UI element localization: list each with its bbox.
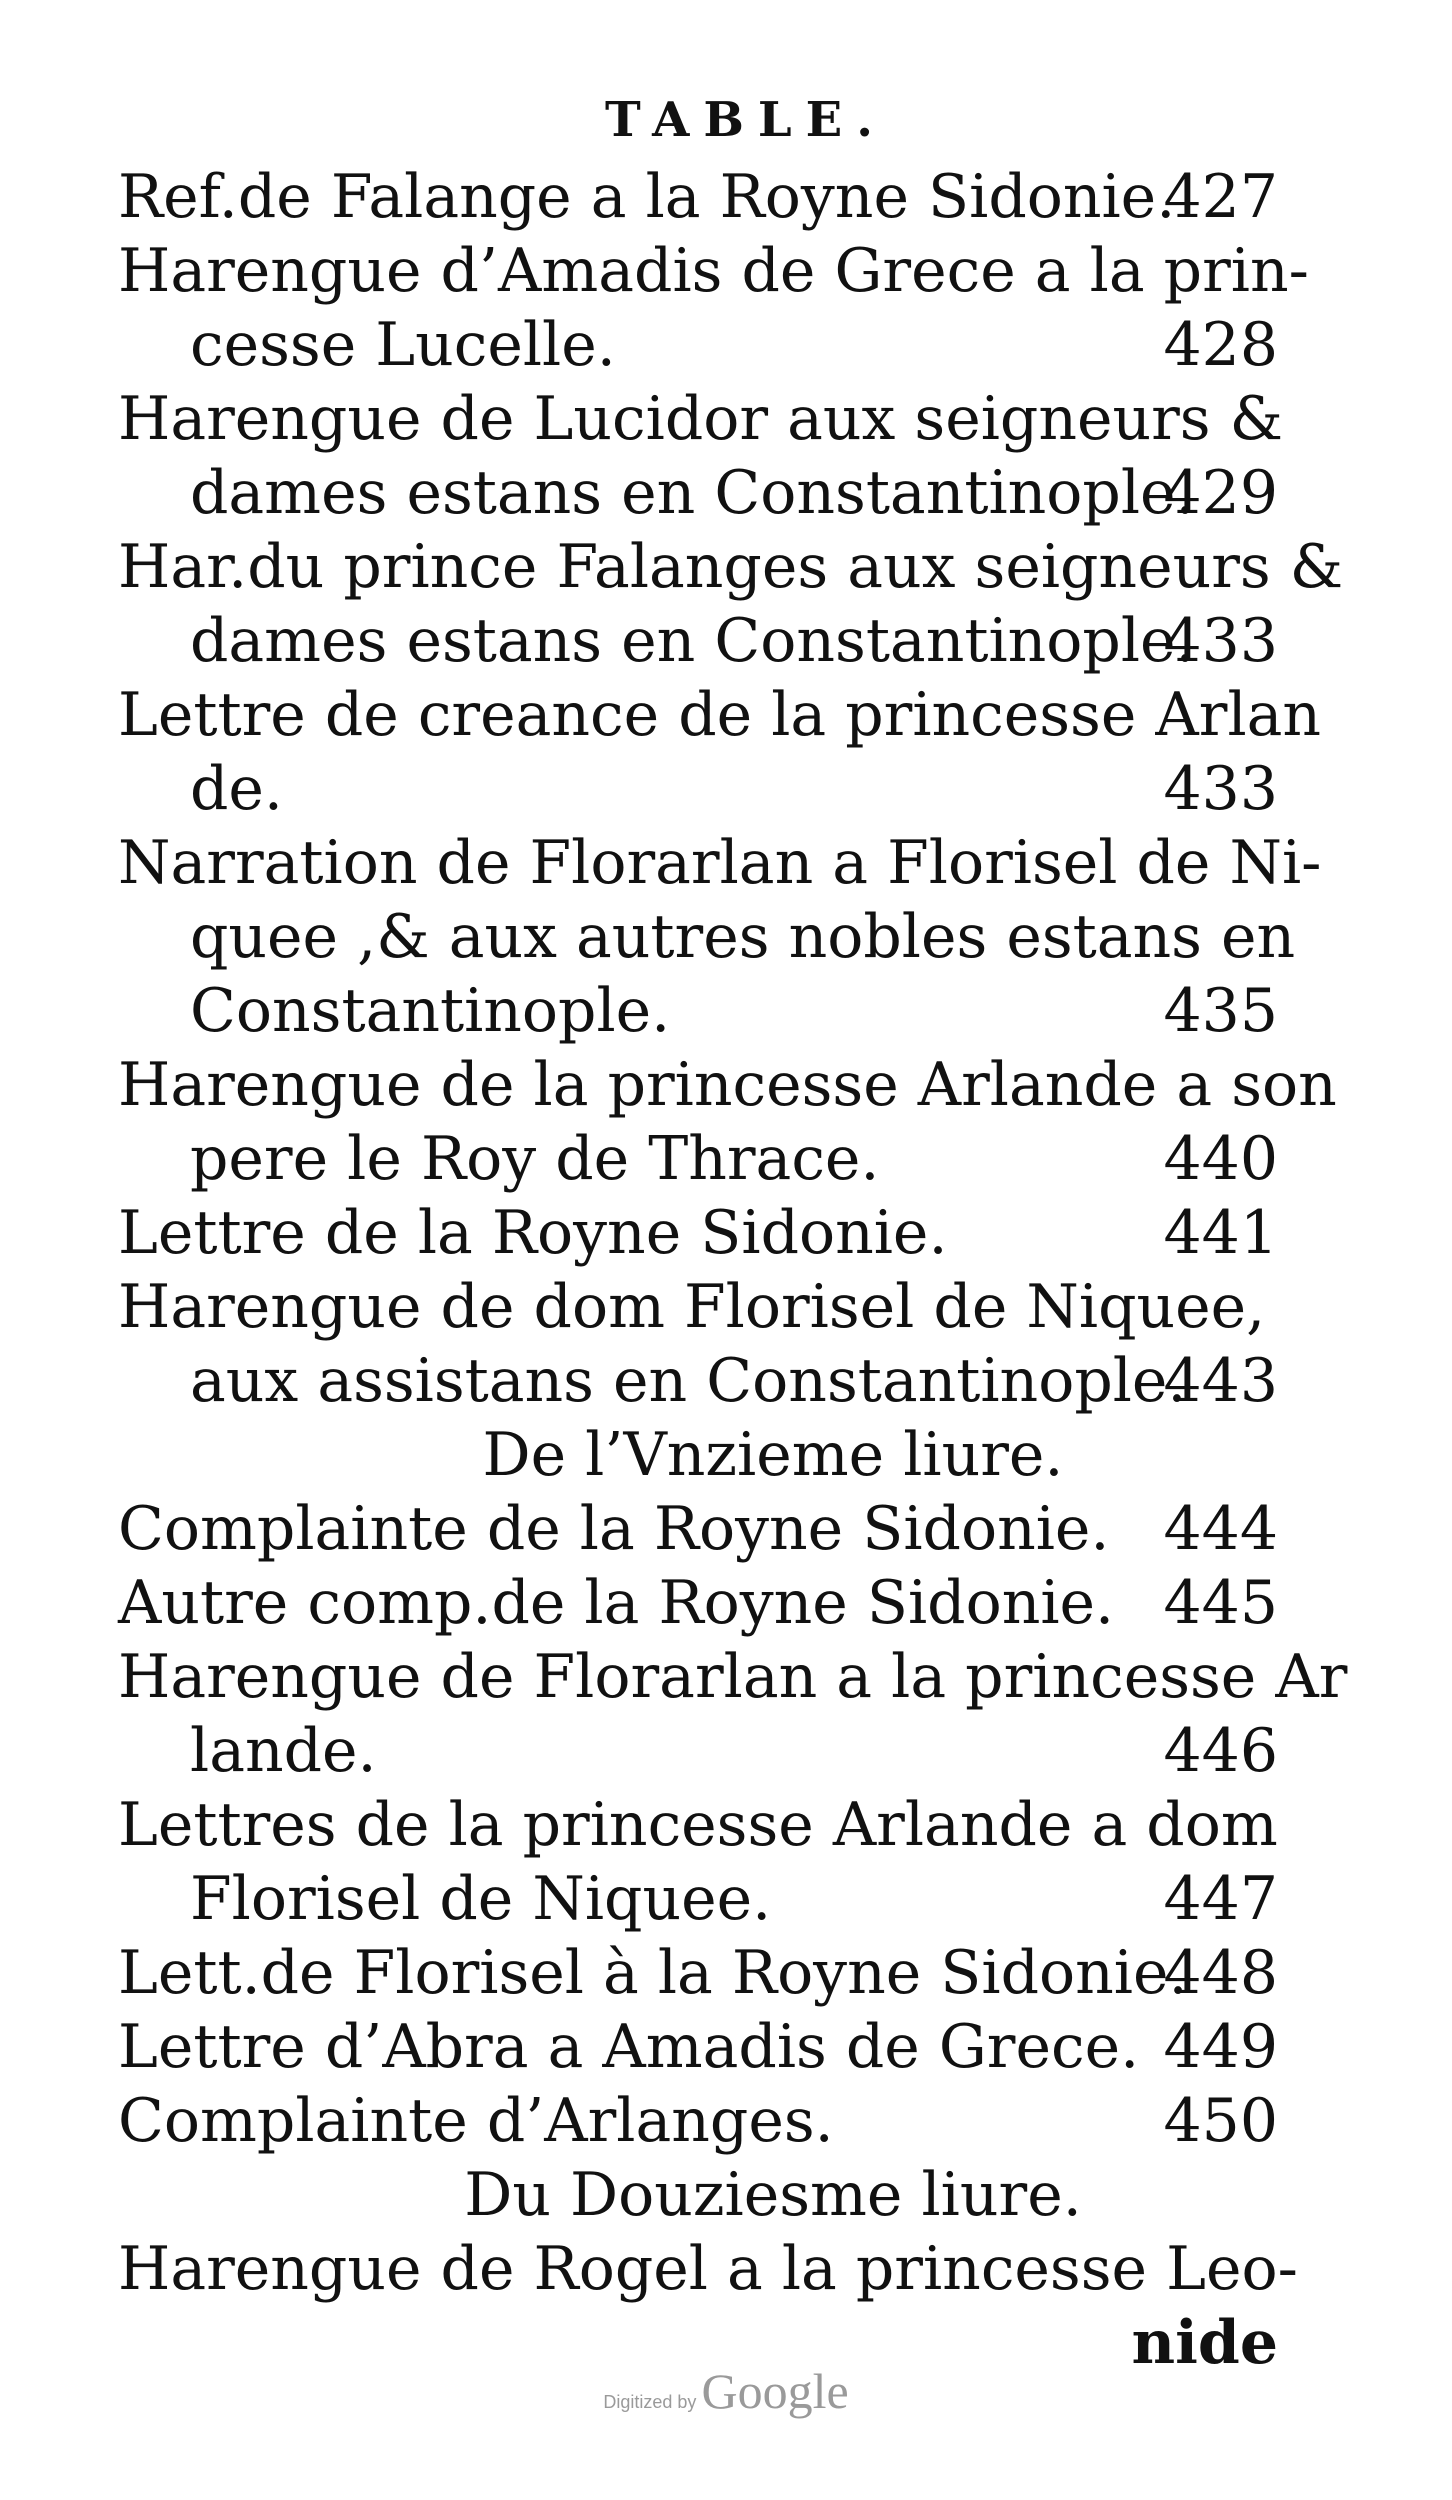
toc-entry-line xyxy=(118,1788,1278,1862)
toc-entry-line xyxy=(118,826,1322,900)
toc-entry-text: lande. xyxy=(190,1716,377,1786)
toc-entry-text: aux assistans en Constantinople. xyxy=(190,1346,1187,1416)
toc-entry-line xyxy=(118,1048,1337,1122)
toc-page-number: 428 xyxy=(1163,310,1278,380)
toc-entry-line xyxy=(118,160,1278,234)
toc-page-number: 429 xyxy=(1163,458,1278,528)
toc-entry xyxy=(118,1048,1337,1196)
toc-entry-line xyxy=(118,1640,1348,1714)
toc-entry-line xyxy=(118,234,1309,308)
toc-entry-line xyxy=(118,1196,1278,1270)
toc-page-number: 445 xyxy=(1163,1568,1278,1638)
toc-page-number: 444 xyxy=(1163,1494,1278,1564)
section-heading-book-11: De l’Vnzieme liure. xyxy=(482,1420,1064,1490)
toc-entry-text: dames estans en Constantinople. xyxy=(190,606,1195,676)
toc-entry-line xyxy=(118,2232,1298,2306)
toc-entry-line xyxy=(118,1270,1278,1344)
toc-entry xyxy=(118,826,1322,1048)
toc-entry-line xyxy=(118,456,1278,530)
toc-entry xyxy=(118,1270,1278,1418)
toc-entry-text: Florisel de Niquee. xyxy=(190,1864,772,1934)
entries-group-3 xyxy=(118,2232,1298,2306)
toc-entry-line xyxy=(118,1714,1278,1788)
toc-entry xyxy=(118,1196,1278,1270)
table-of-contents xyxy=(118,160,1348,2378)
toc-entry-line xyxy=(118,974,1278,1048)
toc-entry-line xyxy=(118,604,1278,678)
toc-entry xyxy=(118,530,1344,678)
toc-entry-text: pere le Roy de Thrace. xyxy=(190,1124,880,1194)
toc-entry-line xyxy=(118,1344,1278,1418)
toc-entry-text: Narration de Florarlan a Florisel de Ni- xyxy=(118,828,1322,898)
toc-entry xyxy=(118,2010,1278,2084)
toc-entry-line xyxy=(118,308,1278,382)
toc-entry-line xyxy=(118,530,1344,604)
toc-entry-text: Lettres de la princesse Arlande a dom xyxy=(118,1790,1278,1860)
toc-entry xyxy=(118,234,1309,382)
toc-page-number: 433 xyxy=(1163,754,1278,824)
toc-page-number: 427 xyxy=(1163,162,1278,232)
toc-entry xyxy=(118,2232,1298,2306)
entries-group-2 xyxy=(118,1492,1348,2158)
toc-entry-line xyxy=(118,752,1278,826)
digitization-watermark xyxy=(0,2362,1452,2420)
toc-entry-text: de. xyxy=(190,754,283,824)
toc-entry xyxy=(118,160,1278,234)
toc-entry-text: Har.du prince Falanges aux seigneurs & xyxy=(118,532,1344,602)
toc-entry-text: Constantinople. xyxy=(190,976,671,1046)
toc-page-number: 433 xyxy=(1163,606,1278,676)
toc-entry-line xyxy=(118,1862,1278,1936)
toc-entry-text: Lettre d’Abra a Amadis de Grece. xyxy=(118,2012,1140,2082)
toc-entry-line xyxy=(118,2084,1278,2158)
toc-entry xyxy=(118,1566,1278,1640)
toc-entry-line xyxy=(118,2010,1278,2084)
toc-entry-text: Harengue de la princesse Arlande a son xyxy=(118,1050,1337,1120)
page-header: TABLE. xyxy=(605,92,887,148)
google-logo: Google xyxy=(701,2363,849,2419)
toc-page-number: 435 xyxy=(1163,976,1278,1046)
toc-entry-text: Complainte de la Royne Sidonie. xyxy=(118,1494,1110,1564)
toc-page-number: 440 xyxy=(1163,1124,1278,1194)
toc-entry-text: dames estans en Constantinople. xyxy=(190,458,1195,528)
toc-entry xyxy=(118,2084,1278,2158)
section-heading-book-12: Du Douziesme liure. xyxy=(464,2160,1082,2230)
toc-entry-line xyxy=(118,900,1296,974)
toc-entry-line xyxy=(118,1122,1278,1196)
toc-page-number: 446 xyxy=(1163,1716,1278,1786)
toc-entry xyxy=(118,1788,1278,1936)
toc-page-number: 449 xyxy=(1163,2012,1278,2082)
toc-entry-text: cesse Lucelle. xyxy=(190,310,616,380)
toc-entry-text: Complainte d’Arlanges. xyxy=(118,2086,834,2156)
toc-entry-line xyxy=(118,1936,1278,2010)
continuation-word: nide xyxy=(1131,2308,1278,2378)
toc-entry-text: Ref.de Falange a la Royne Sidonie. xyxy=(118,162,1176,232)
toc-entry-text: quee ,& aux autres nobles estans en xyxy=(190,902,1296,972)
toc-entry xyxy=(118,1492,1278,1566)
toc-entry-text: Lettre de creance de la princesse Arlan xyxy=(118,680,1322,750)
toc-entry-line xyxy=(118,382,1284,456)
toc-entry-line xyxy=(118,1566,1278,1640)
toc-entry-line xyxy=(118,1492,1278,1566)
toc-entry-text: Lettre de la Royne Sidonie. xyxy=(118,1198,948,1268)
entries-group-1 xyxy=(118,160,1344,1418)
toc-page-number: 450 xyxy=(1163,2086,1278,2156)
toc-entry-text: Harengue de Florarlan a la princesse Ar xyxy=(118,1642,1348,1712)
toc-entry-text: Lett.de Florisel à la Royne Sidonie. xyxy=(118,1938,1188,2008)
toc-entry-text: Harengue de dom Florisel de Niquee, xyxy=(118,1272,1266,1342)
toc-page-number: 443 xyxy=(1163,1346,1278,1416)
toc-entry-text: Harengue d’Amadis de Grece a la prin- xyxy=(118,236,1309,306)
digitized-by-label: Digitized by xyxy=(603,2392,697,2412)
toc-page-number: 441 xyxy=(1163,1198,1278,1268)
toc-entry xyxy=(118,1640,1348,1788)
toc-entry xyxy=(118,678,1322,826)
toc-page-number: 448 xyxy=(1163,1938,1278,2008)
toc-page-number: 447 xyxy=(1163,1864,1278,1934)
toc-entry-text: Harengue de Rogel a la princesse Leo- xyxy=(118,2234,1298,2304)
toc-entry-line xyxy=(118,678,1322,752)
toc-entry-text: Autre comp.de la Royne Sidonie. xyxy=(118,1568,1115,1638)
toc-entry xyxy=(118,1936,1278,2010)
toc-entry-text: Harengue de Lucidor aux seigneurs & xyxy=(118,384,1284,454)
toc-entry xyxy=(118,382,1284,530)
